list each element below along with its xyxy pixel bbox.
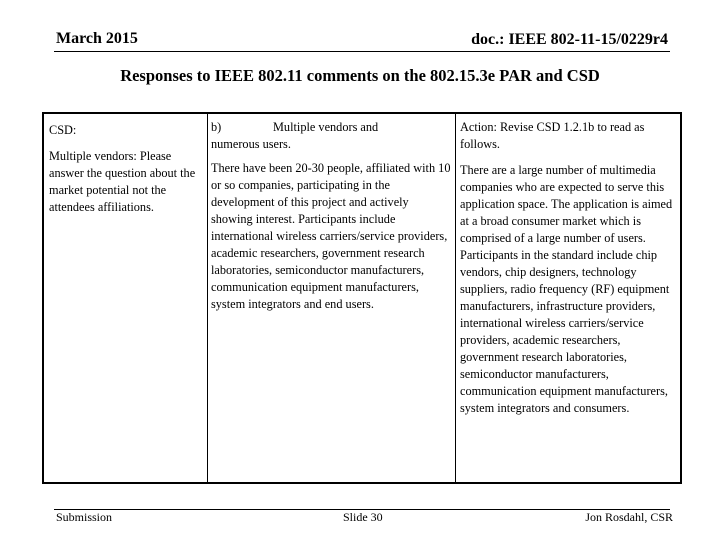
slide-title: Responses to IEEE 802.11 comments on the 802.15.3e PAR and CSD xyxy=(120,66,600,85)
csd-label: CSD: xyxy=(49,123,77,137)
column-divider-2 xyxy=(455,114,456,482)
header-date: March 2015 xyxy=(56,30,138,47)
footer-slide-number: Slide 30 xyxy=(343,510,383,524)
footer-author: Jon Rosdahl, CSR xyxy=(585,510,673,524)
csd-comment: Multiple vendors: Please answer the question about the market potential not the attendees affiliations. xyxy=(49,149,196,214)
item-heading-cont: numerous users. xyxy=(211,137,291,151)
action-column xyxy=(460,119,680,417)
response-text: There have been 20-30 people, affiliated with 10 or so companies, participating in the development of this project and actively showing interest. Participants include international wireless carriers/service providers, academic researchers, government research laboratories, semiconductor manufacturers, communication equipment manufacturers, system integrators and end users. xyxy=(211,161,451,311)
revised-csd-text: There are a large number of multimedia companies who are expected to serve this application space. The application is aimed at a broad consumer market which is comprised of a large number of users. Participants in the standard include chip vendors, chip designers, technology suppliers, radio frequency (RF) equipment manufacturers, infrastructure providers, international wireless carriers/service providers, academic researchers, government research laboratories, semiconductor manufacturers, communication equipment manufacturers, system integrators and consumers. xyxy=(460,163,673,415)
header-rule xyxy=(54,51,670,52)
action-text: Action: Revise CSD 1.2.1b to read as follows. xyxy=(460,120,645,151)
csd-column xyxy=(49,122,209,216)
header-doc-id: doc.: IEEE 802-11-15/0229r4 xyxy=(471,31,668,48)
response-table xyxy=(42,112,682,484)
item-heading: Multiple vendors and xyxy=(273,120,379,134)
footer-submission: Submission xyxy=(56,510,113,524)
item-number: b) xyxy=(211,120,222,134)
response-column xyxy=(211,119,453,313)
